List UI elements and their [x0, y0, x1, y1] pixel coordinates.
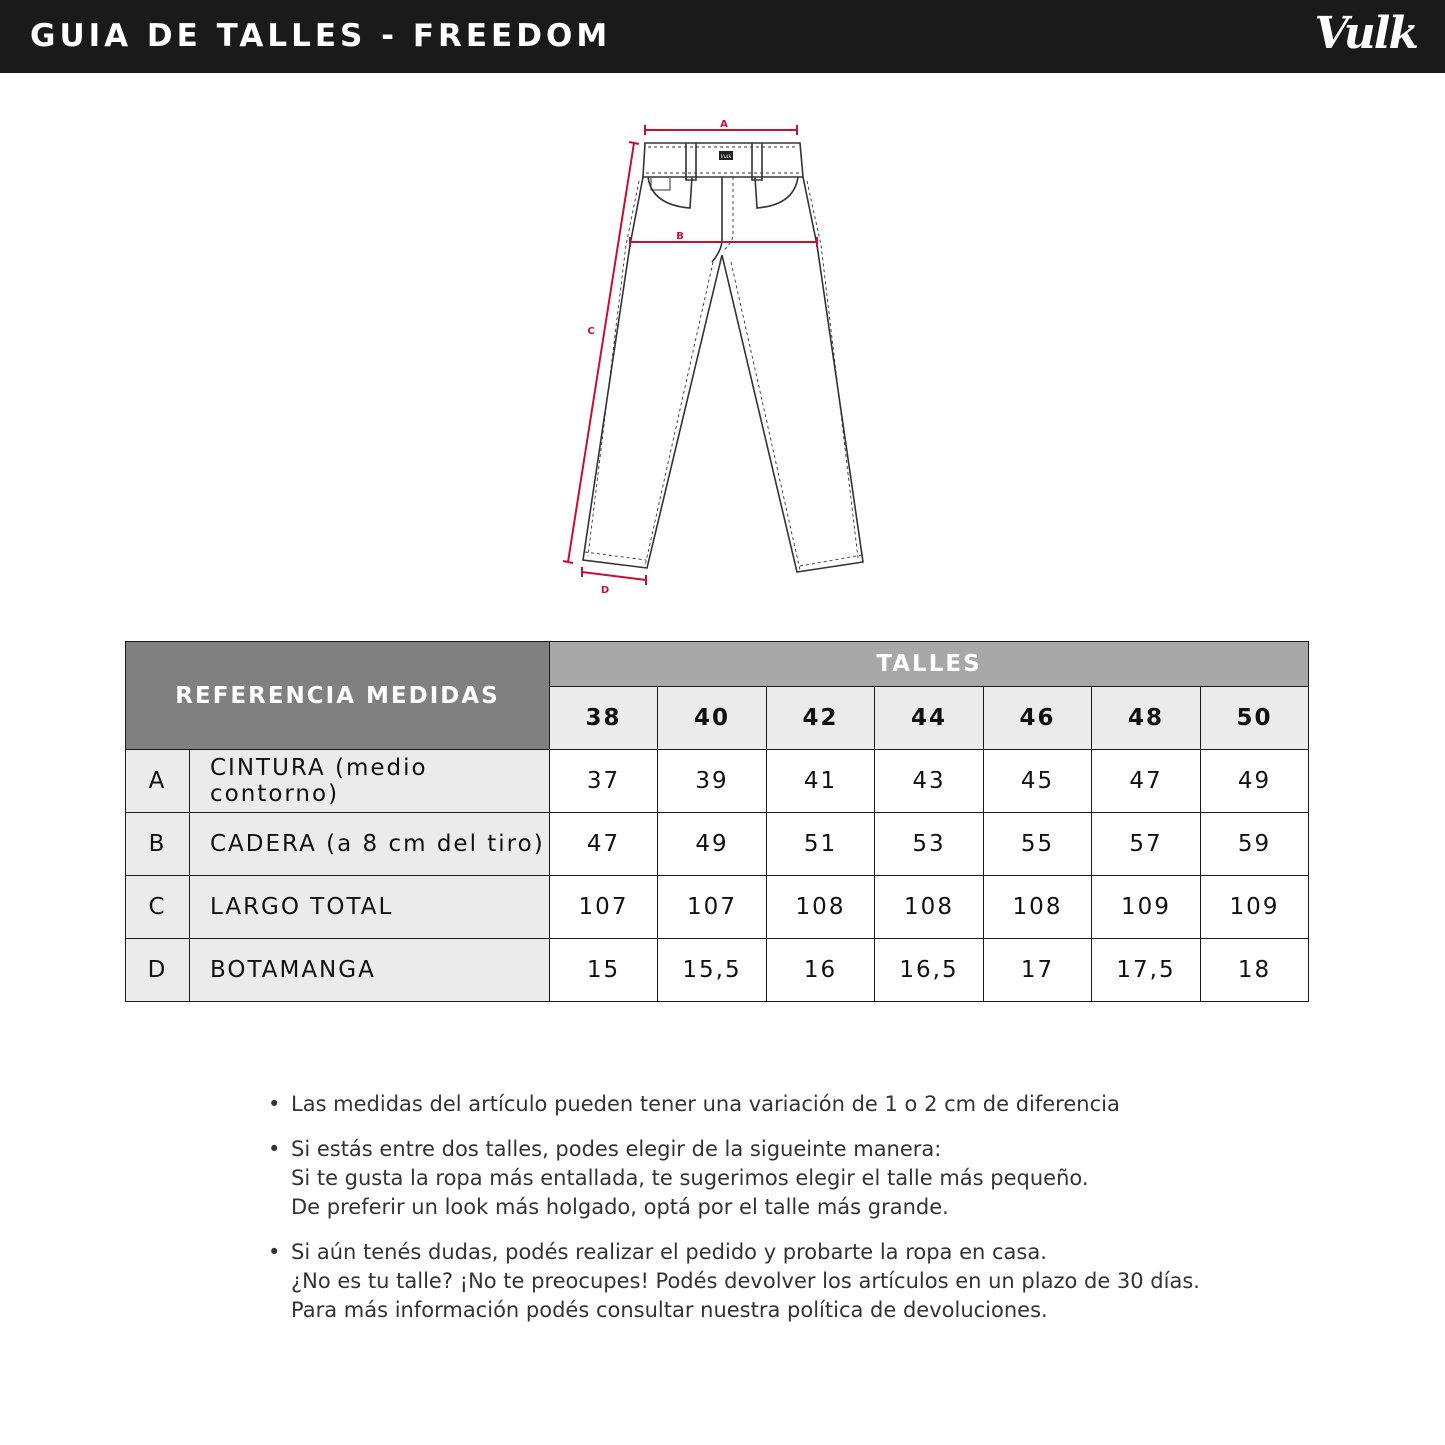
table-cell: 16	[767, 939, 875, 1002]
note-line: Para más información podés consultar nuestra política de devoluciones.	[291, 1298, 1048, 1322]
measure-line-c	[563, 142, 639, 563]
sizes-header: TALLES	[550, 642, 1309, 687]
row-letter: A	[126, 750, 190, 813]
table-cell: 49	[658, 813, 767, 876]
table-cell: 51	[767, 813, 875, 876]
measure-label-b: B	[676, 231, 684, 242]
table-cell: 109	[1201, 876, 1309, 939]
table-cell: 107	[550, 876, 658, 939]
bullet-icon: •	[268, 1092, 281, 1116]
table-cell: 55	[984, 813, 1092, 876]
table-cell: 49	[1201, 750, 1309, 813]
table-cell: 17,5	[1092, 939, 1201, 1002]
table-cell: 57	[1092, 813, 1201, 876]
size-column-header: 50	[1201, 687, 1309, 750]
pants-outline	[583, 143, 863, 572]
size-column-header: 42	[767, 687, 875, 750]
table-cell: 18	[1201, 939, 1309, 1002]
note-line: Si estás entre dos talles, podes elegir de la sigueinte manera:	[291, 1137, 942, 1161]
table-cell: 109	[1092, 876, 1201, 939]
note-item	[268, 1090, 1268, 1119]
note-line: De preferir un look más holgado, optá por el talle más grande.	[291, 1195, 949, 1219]
row-label: CADERA (a 8 cm del tiro)	[190, 813, 550, 876]
size-column-header: 40	[658, 687, 767, 750]
table-cell: 59	[1201, 813, 1309, 876]
note-line: Si te gusta la ropa más entallada, te sugerimos elegir el talle más pequeño.	[291, 1166, 1089, 1190]
table-row	[126, 939, 1309, 1002]
table-cell: 108	[984, 876, 1092, 939]
note-item	[268, 1238, 1268, 1325]
table-cell: 17	[984, 939, 1092, 1002]
row-letter: C	[126, 876, 190, 939]
table-cell: 108	[875, 876, 984, 939]
table-cell: 16,5	[875, 939, 984, 1002]
row-label: CINTURA (medio contorno)	[190, 750, 550, 813]
measure-label-a: A	[720, 119, 728, 130]
brand-logo: Vulk	[1314, 8, 1417, 59]
note-line: ¿No es tu talle? ¡No te preocupes! Podés devolver los artículos en un plazo de 30 días.	[291, 1269, 1200, 1293]
reference-header: REFERENCIA MEDIDAS	[126, 642, 550, 750]
page-title: GUIA DE TALLES - FREEDOM	[30, 18, 612, 54]
table-cell: 47	[550, 813, 658, 876]
measure-label-d: D	[600, 585, 610, 596]
table-row	[126, 876, 1309, 939]
table-row	[126, 750, 1309, 813]
note-line: Si aún tenés dudas, podés realizar el pedido y probarte la ropa en casa.	[291, 1240, 1047, 1264]
table-cell: 39	[658, 750, 767, 813]
bullet-icon: •	[268, 1137, 281, 1161]
table-cell: 108	[767, 876, 875, 939]
table-cell: 41	[767, 750, 875, 813]
table-cell: 43	[875, 750, 984, 813]
table-cell: 45	[984, 750, 1092, 813]
table-cell: 15,5	[658, 939, 767, 1002]
table-row	[126, 813, 1309, 876]
size-column-header: 48	[1092, 687, 1201, 750]
measure-line-b	[630, 237, 817, 247]
size-column-header: 44	[875, 687, 984, 750]
measure-label-c: C	[587, 326, 595, 337]
table-cell: 107	[658, 876, 767, 939]
note-line: Las medidas del artículo pueden tener una variación de 1 o 2 cm de diferencia	[291, 1092, 1120, 1116]
table-cell: 53	[875, 813, 984, 876]
row-label: BOTAMANGA	[190, 939, 550, 1002]
size-table	[125, 641, 1309, 1002]
table-cell: 37	[550, 750, 658, 813]
row-label: LARGO TOTAL	[190, 876, 550, 939]
table-cell: 47	[1092, 750, 1201, 813]
measure-line-d	[582, 567, 646, 585]
row-letter: B	[126, 813, 190, 876]
note-item	[268, 1135, 1268, 1222]
size-column-header: 38	[550, 687, 658, 750]
notes-list	[268, 1090, 1268, 1341]
table-cell: 15	[550, 939, 658, 1002]
pants-diagram	[0, 0, 1445, 620]
size-column-header: 46	[984, 687, 1092, 750]
waistband-tag-text: Vulk	[720, 154, 732, 160]
row-letter: D	[126, 939, 190, 1002]
bullet-icon: •	[268, 1240, 281, 1264]
